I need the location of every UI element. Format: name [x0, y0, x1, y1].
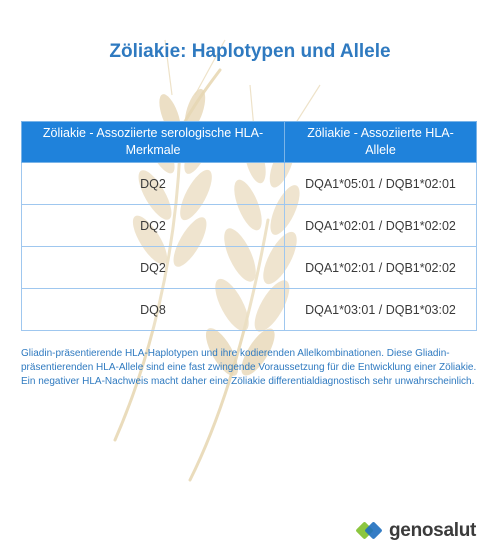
allele-cell: DQA1*02:01 / DQB1*02:02 [285, 247, 477, 289]
column-header-serological: Zöliakie - Assoziierte serologische HLA-Merkmale [22, 122, 285, 163]
allele-cell: DQA1*03:01 / DQB1*03:02 [285, 289, 477, 331]
column-header-alleles: Zöliakie - Assoziierte HLA-Allele [285, 122, 477, 163]
table-row [22, 247, 477, 289]
serological-cell: DQ2 [22, 163, 285, 205]
brand-logo [356, 520, 476, 542]
haplotype-table [21, 121, 477, 331]
table-row [22, 205, 477, 247]
serological-cell: DQ2 [22, 247, 285, 289]
table-row [22, 163, 477, 205]
allele-cell: DQA1*02:01 / DQB1*02:02 [285, 205, 477, 247]
page-title: Zöliakie: Haplotypen und Allele [109, 41, 391, 62]
serological-cell: DQ8 [22, 289, 285, 331]
table-row [22, 289, 477, 331]
allele-cell: DQA1*05:01 / DQB1*02:01 [285, 163, 477, 205]
table-header-row [22, 122, 477, 163]
logo-text: genosalut [389, 520, 477, 541]
footnote-text: Gliadin-präsentierende HLA-Haplotypen und ihre kodierenden Allelkombinationen. Diese Gliadin-präsentierenden HLA-Allele sind eine fast zwingende Voraussetzung für die Entwicklung einer Zöliakie. Ein negativer HLA-Nachweis macht daher eine Zöliakie differentialdiagnostisch sehr unwahrscheinlich. [21, 348, 477, 387]
serological-cell: DQ2 [22, 205, 285, 247]
genosalut-logo-icon [356, 520, 384, 542]
